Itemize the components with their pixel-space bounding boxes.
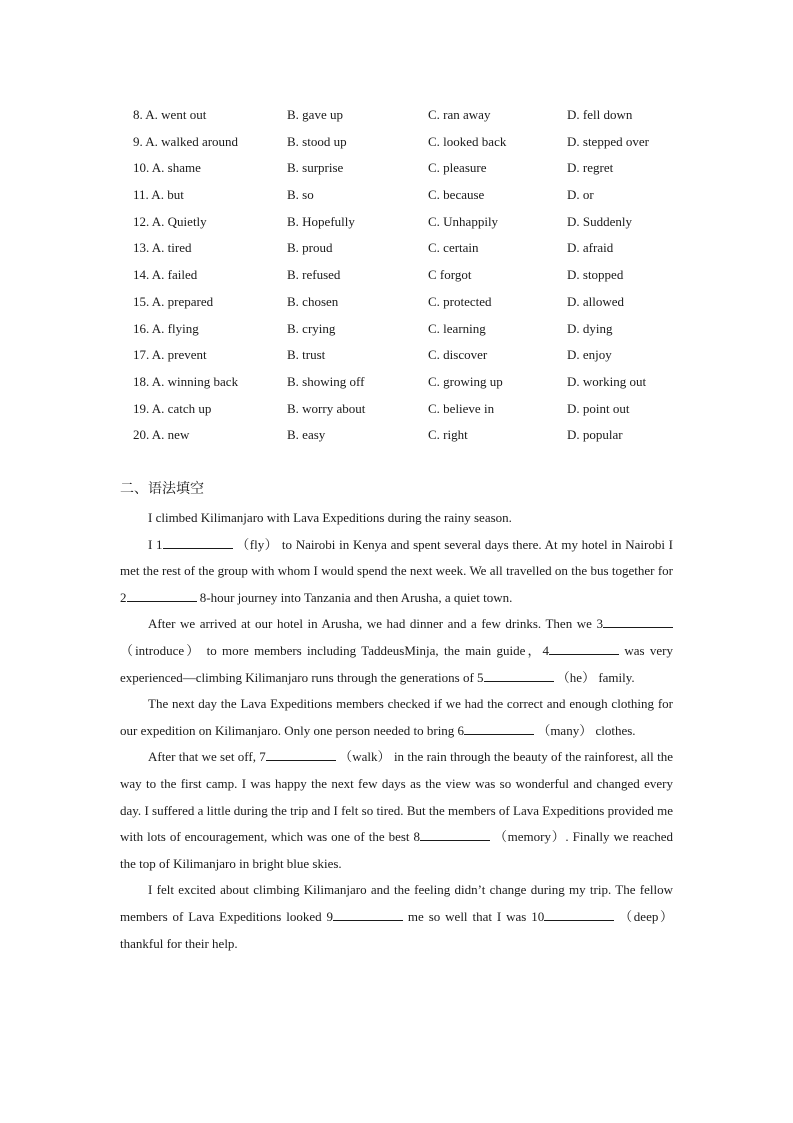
paragraph-text: I 1 [148,536,163,552]
paragraph-text: （introduce） to more members including TaddeusMinja, the main guide，4 [120,642,550,658]
option-a: 10. A. shame [133,160,201,176]
option-d: D. or [567,187,594,203]
option-b: B. trust [287,347,326,363]
paragraph-text: me so well that I was 10 [403,908,545,924]
option-c: C. believe in [428,400,495,416]
answer-blank[interactable] [549,640,619,655]
option-a: 13. A. tired [133,240,192,256]
option-a: 8. A. went out [133,107,207,122]
option-d: D. popular [567,427,623,443]
option-row [133,212,693,239]
option-c: C. right [428,427,468,443]
answer-blank[interactable] [163,534,233,549]
option-c: C. discover [428,347,488,363]
option-a: 11. A. but [133,187,184,203]
option-b: B. so [287,187,314,203]
option-row [133,425,693,452]
option-c: C forgot [428,267,472,283]
paragraph [120,744,673,877]
options-table [133,105,693,452]
option-b: B. Hopefully [287,213,355,229]
answer-blank[interactable] [464,720,534,735]
option-d: D. dying [567,320,613,336]
option-d: D. enjoy [567,347,612,363]
option-c: C. pleasure [428,160,487,176]
option-row [133,345,693,372]
option-d: D. regret [567,160,614,176]
option-row [133,158,693,185]
option-row [133,372,693,399]
option-c: C. growing up [428,373,503,389]
option-c: C. Unhappily [428,213,499,229]
paragraph-text: After that we set off, 7 [148,749,266,765]
option-b: B. refused [287,267,341,283]
paragraph-text: （deep） thankful for their help. [120,908,673,951]
option-b: B. gave up [287,107,343,122]
option-c: C. protected [428,293,492,309]
option-row [133,238,693,265]
paragraph-text: （fly） to Nairobi in Kenya and spent several days there. At my hotel in Nairobi I met the rest of the group with whom I would spend the next week. We all travelled on the bus together for 2 [120,536,673,605]
option-b: B. showing off [287,373,365,389]
option-row [133,185,693,212]
option-c: C. because [428,187,485,203]
answer-blank[interactable] [603,613,673,628]
option-b: B. chosen [287,293,339,309]
option-d: D. working out [567,373,647,389]
answer-blank[interactable] [484,667,554,682]
option-row [133,399,693,426]
paragraph-text: （many） clothes. [534,722,636,738]
option-a: 14. A. failed [133,267,198,283]
section-title: 二、语法填空 [120,481,204,497]
option-b: B. surprise [287,160,344,176]
paragraph-text: I climbed Kilimanjaro with Lava Expeditions during the rainy season. [148,510,512,525]
option-d: D. allowed [567,293,625,309]
paragraph-text: I felt excited about climbing Kilimanjaro and the feeling didn’t change during my trip. The fellow members of Lava Expeditions looked 9 [120,882,673,924]
paragraph-text: 8-hour journey into Tanzania and then Arusha, a quiet town. [196,589,513,605]
paragraph-text: was very experienced—climbing Kilimanjaro runs through the generations of 5 [120,642,673,685]
paragraph [120,532,673,612]
paragraph-text: After we arrived at our hotel in Arusha, we had dinner and a few drinks. Then we 3 [148,616,603,632]
answer-blank[interactable] [333,906,403,921]
answer-blank[interactable] [266,746,336,761]
option-b: B. crying [287,320,336,336]
paragraph [120,505,673,532]
option-a: 19. A. catch up [133,400,212,416]
answer-blank[interactable] [420,826,490,841]
paragraph-text: （he） family. [553,669,635,685]
answer-blank[interactable] [544,906,614,921]
option-row [133,319,693,346]
option-a: 16. A. flying [133,320,199,336]
option-c: C. learning [428,320,486,336]
option-d: D. stopped [567,267,624,283]
option-b: B. stood up [287,133,347,149]
paragraph [120,691,673,744]
option-a: 15. A. prepared [133,293,214,309]
option-a: 17. A. prevent [133,347,207,363]
paragraph [120,877,673,957]
option-b: B. easy [287,427,326,443]
option-a: 9. A. walked around [133,133,239,149]
paragraph [120,611,673,691]
option-row [133,265,693,292]
answer-blank[interactable] [127,587,197,602]
option-d: D. stepped over [567,133,649,149]
option-a: 20. A. new [133,427,190,443]
paragraph-text: （memory）. Finally we reached the top of Kilimanjaro in bright blue skies. [120,829,673,871]
option-d: D. Suddenly [567,213,632,229]
option-b: B. worry about [287,400,366,416]
option-c: C. certain [428,240,479,256]
option-row [133,132,693,159]
grammar-passage [120,505,673,957]
option-d: D. point out [567,400,630,416]
option-b: B. proud [287,240,333,256]
option-a: 18. A. winning back [133,373,239,389]
paragraph-text: （walk） in the rain through the beauty of the rainforest, all the way to the first camp. I was happy the next few days as the view was so wonderful and changed every day. I suffered a little during the trip and I felt so tired. But the members of Lava Expeditions provided me with lots of encouragement, which was one of the best 8 [120,749,673,845]
option-a: 12. A. Quietly [133,213,207,229]
option-d: D. fell down [567,107,633,122]
option-c: C. ran away [428,107,491,122]
option-row [133,105,693,132]
option-c: C. looked back [428,133,507,149]
option-d: D. afraid [567,240,614,256]
paragraph-text: The next day the Lava Expeditions members checked if we had the correct and enough clothing for our expedition on Kilimanjaro. Only one person needed to bring 6 [120,696,673,738]
option-row [133,292,693,319]
